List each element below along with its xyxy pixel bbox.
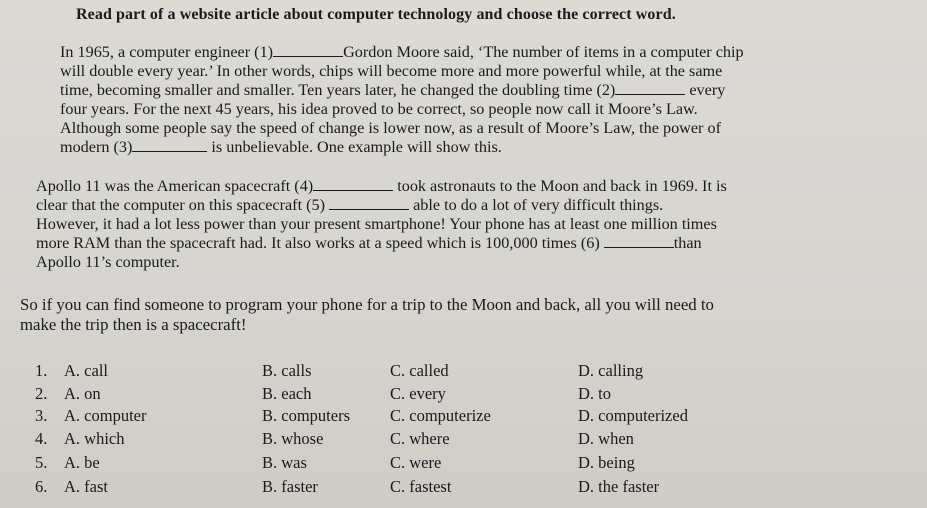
option-c: C. where (390, 429, 450, 448)
option-c: C. called (390, 361, 449, 380)
question-number: 1. (35, 361, 48, 380)
question-number: 2. (35, 384, 48, 403)
option-a: A. on (64, 384, 101, 403)
text-line: Although some people say the speed of change is lower now, as a result of Moore’s Law, the power of (60, 119, 721, 137)
text-line: In 1965, a computer engineer (1) Gordon Moore said, ‘The number of items in a computer chip (60, 43, 744, 61)
text-line: four years. For the next 45 years, his idea proved to be correct, so people now call it Moore’s Law. (60, 100, 698, 118)
option-a: A. which (64, 429, 125, 448)
option-d: D. being (578, 453, 635, 472)
option-c: C. computerize (390, 406, 491, 425)
option-b: B. whose (262, 429, 324, 448)
text-line: time, becoming smaller and smaller. Ten years later, he changed the doubling time (2) every (60, 81, 726, 99)
option-a: A. computer (64, 406, 147, 425)
answer-blank-5 (329, 195, 409, 210)
text-line: Apollo 11’s computer. (36, 253, 180, 271)
text-line: more RAM than the spacecraft had. It also works at a speed which is 100,000 times (6) than (36, 234, 702, 252)
text-line: However, it had a lot less power than your present smartphone! Your phone has at least one million times (36, 215, 717, 233)
option-b: B. was (262, 453, 307, 472)
option-b: B. computers (262, 406, 350, 425)
option-d: D. to (578, 384, 611, 403)
option-d: D. calling (578, 361, 644, 380)
option-d: D. when (578, 429, 634, 448)
question-number: 3. (35, 406, 48, 425)
question-number: 4. (35, 429, 48, 448)
answer-blank-1 (273, 42, 343, 57)
answer-blank-3 (132, 137, 207, 152)
option-c: C. were (390, 453, 442, 472)
text-line: Apollo 11 was the American spacecraft (4) took astronauts to the Moon and back in 1969. It is (36, 177, 727, 195)
question-number: 5. (35, 453, 48, 472)
option-b: B. calls (262, 361, 312, 380)
answer-blank-2 (615, 80, 685, 95)
option-a: A. call (64, 361, 108, 380)
instruction-heading: Read part of a website article about computer technology and choose the correct word. (76, 6, 676, 23)
question-number: 6. (35, 477, 48, 496)
answer-blank-4 (313, 176, 393, 191)
option-c: C. fastest (390, 477, 452, 496)
text-line: modern (3) is unbelievable. One example will show this. (60, 138, 502, 156)
option-b: B. each (262, 384, 312, 403)
text-line: clear that the computer on this spacecraft (5) able to do a lot of very difficult things. (36, 196, 664, 214)
option-c: C. every (390, 384, 446, 403)
option-d: D. the faster (578, 477, 660, 496)
option-b: B. faster (262, 477, 318, 496)
text-line: make the trip then is a spacecraft! (20, 315, 247, 334)
text-line: So if you can find someone to program your phone for a trip to the Moon and back, all you will need to (20, 295, 714, 314)
option-a: A. fast (64, 477, 108, 496)
text-line: will double every year.’ In other words, chips will become more and more powerful while, at the same (60, 62, 723, 80)
answer-blank-6 (604, 233, 674, 248)
option-a: A. be (64, 453, 100, 472)
option-d: D. computerized (578, 406, 688, 425)
